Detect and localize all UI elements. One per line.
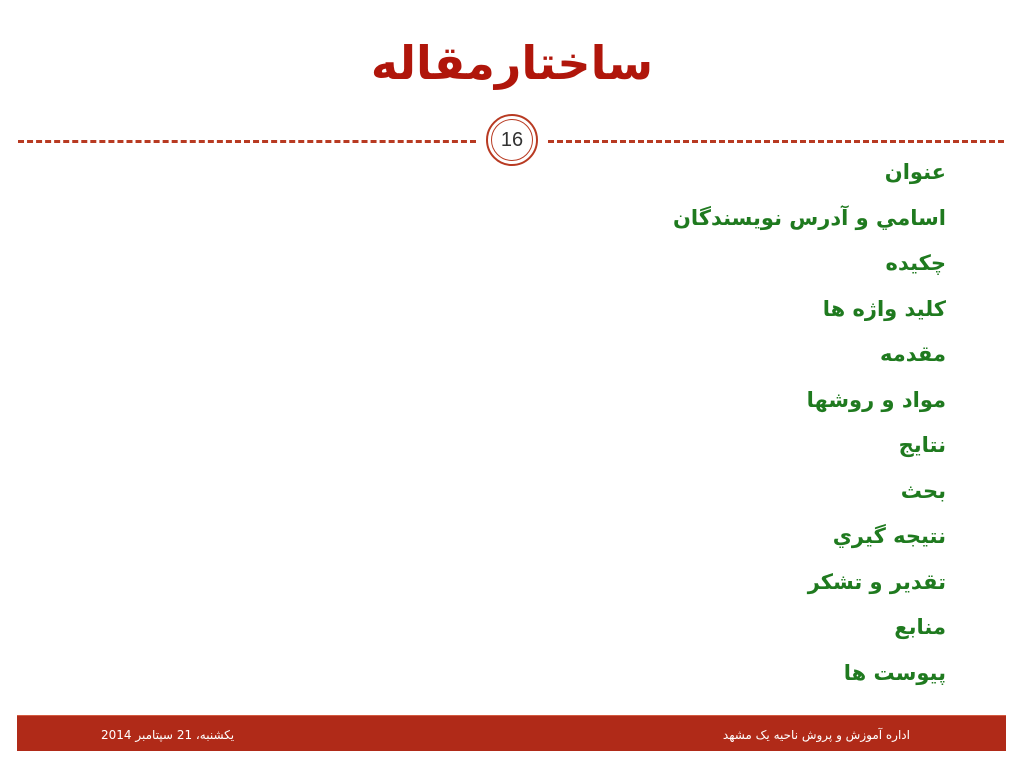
- list-item-conclusion: نتيجه گيري: [832, 524, 946, 548]
- footer-organization: اداره آموزش و پروش ناحيه يک مشهد: [722, 728, 910, 742]
- list-item-appendices: پيوست ها: [843, 660, 946, 685]
- list-item-references: منابع: [894, 615, 946, 639]
- list-item-results: نتايج: [898, 433, 946, 457]
- list-item-title: عنوان: [884, 160, 946, 184]
- footer-date: یکشنبه، 21 سپتامبر 2014: [101, 728, 235, 742]
- list-item-acknowledgements: تقدير و تشکر: [807, 569, 946, 594]
- list-item-methods: مواد و روشها: [806, 387, 946, 412]
- list-item-introduction: مقدمه: [880, 342, 946, 366]
- slide-number: 16: [491, 119, 533, 161]
- list-item-keywords: کليد واژه ها: [822, 296, 946, 321]
- footer-bar: [17, 715, 1006, 751]
- list-item-authors: اسامي و آدرس نويسندگان: [672, 205, 946, 230]
- list-item-discussion: بحث: [900, 478, 946, 503]
- title-divider-right: [548, 140, 1004, 143]
- title-divider-left: [18, 140, 476, 143]
- slide-title: ساختارمقاله: [370, 36, 654, 90]
- article-structure-list: [446, 150, 946, 696]
- list-item-abstract: چکيده: [885, 251, 946, 275]
